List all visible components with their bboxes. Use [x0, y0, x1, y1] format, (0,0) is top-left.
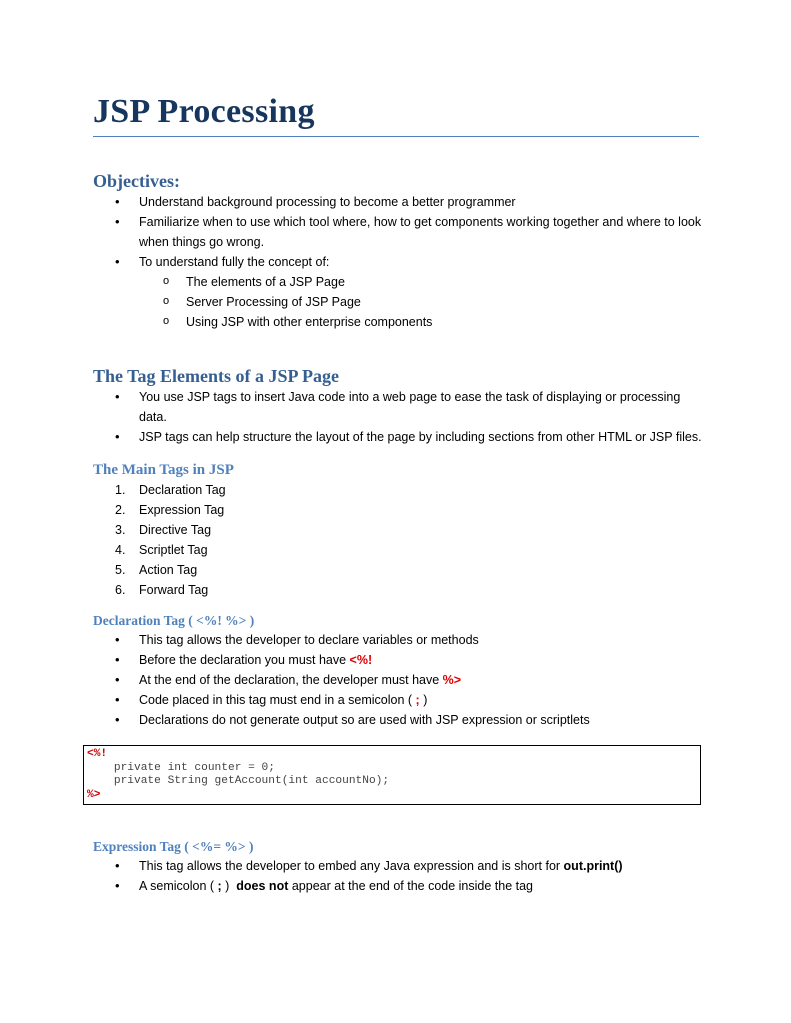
declaration-list	[93, 630, 705, 730]
declaration-tag-heading: Declaration Tag ( <%! %> )	[93, 613, 255, 628]
tag-elements-list	[93, 387, 705, 447]
list-item: • This tag allows the developer to embed any Java expression and is short for out.print()	[93, 856, 705, 876]
page-title: JSP Processing	[93, 93, 315, 130]
code-block	[83, 745, 701, 805]
list-item: 1. Declaration Tag	[115, 483, 226, 497]
list-item: • JSP tags can help structure the layout of the page by including sections from other HTML or JSP files.	[93, 427, 705, 447]
list-item: • You use JSP tags to insert Java code into a web page to ease the task of displaying or processing data.	[93, 387, 705, 427]
expression-list	[93, 856, 705, 896]
list-item: • This tag allows the developer to declare variables or methods	[93, 630, 705, 650]
code-line: private String getAccount(int accountNo);	[87, 775, 390, 787]
objectives-list	[93, 192, 705, 272]
list-item: • To understand fully the concept of:	[93, 252, 705, 272]
list-item: • Before the declaration you must have <%!	[93, 650, 705, 670]
list-item: o The elements of a JSP Page	[93, 272, 705, 292]
tag-elements-heading: The Tag Elements of a JSP Page	[93, 366, 340, 386]
expression-tag-heading: Expression Tag ( <%= %> )	[93, 839, 254, 854]
list-item: • A semicolon ( ; ) does not appear at the end of the code inside the tag	[93, 876, 705, 896]
list-item: • At the end of the declaration, the developer must have %>	[93, 670, 705, 690]
list-item: • Familiarize when to use which tool where, how to get components working together and where to look when things go wrong.	[93, 212, 705, 252]
objectives-sublist	[93, 272, 705, 332]
list-item: • Code placed in this tag must end in a semicolon ( ; )	[93, 690, 705, 710]
list-item: • Understand background processing to become a better programmer	[93, 192, 705, 212]
code-close-tag: %>	[87, 788, 101, 801]
main-tags-heading: The Main Tags in JSP	[93, 462, 234, 478]
document-page	[87, 92, 705, 896]
list-item: 6. Forward Tag	[115, 583, 209, 597]
code-line: private int counter = 0;	[87, 761, 275, 774]
list-item: o Using JSP with other enterprise components	[93, 312, 705, 332]
list-item: • Declarations do not generate output so are used with JSP expression or scriptlets	[93, 710, 705, 730]
code-open-tag: <%!	[87, 748, 108, 760]
main-tags-list	[93, 480, 705, 600]
list-item: 3. Directive Tag	[115, 523, 212, 537]
objectives-heading: Objectives:	[93, 171, 180, 191]
list-item: 2. Expression Tag	[115, 503, 225, 517]
list-item: o Server Processing of JSP Page	[93, 292, 705, 312]
list-item: 4. Scriptlet Tag	[115, 543, 208, 557]
list-item: 5. Action Tag	[115, 563, 198, 577]
